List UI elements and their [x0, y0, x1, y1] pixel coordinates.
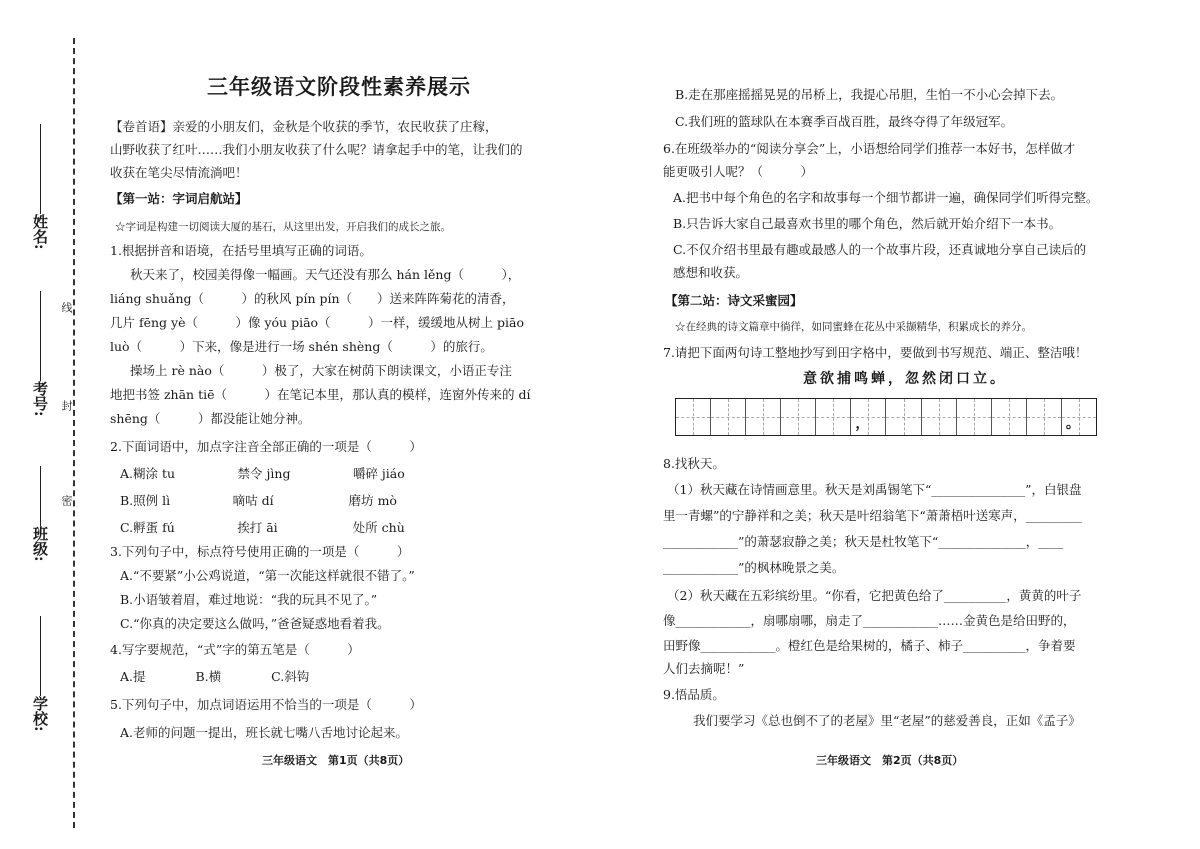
q2-option-c[interactable]: C.孵蛋 fú 挨打 āi 处所 chù [120, 520, 405, 535]
q6-option-c-cont[interactable]: 感想和收获。 [673, 265, 749, 280]
q1-text-line[interactable]: 地把书签 zhān tiē（ ）在笔记本里，那认真的模样，连窗外传来的 dí [110, 387, 531, 402]
class-field[interactable] [30, 460, 51, 562]
grid-cell[interactable] [886, 399, 921, 435]
q6-option-b[interactable]: B.只告诉大家自己最喜欢书里的哪个角色，然后就开始介绍下一本书。 [673, 216, 1062, 231]
binding-dashed-line [73, 38, 75, 828]
q5-option-a[interactable]: A.老师的问题一提出，班长就七嘴八舌地讨论起来。 [120, 725, 409, 740]
preface-line: 收获在笔尖尽情流淌吧！ [110, 165, 248, 180]
grid-cell[interactable] [781, 399, 816, 435]
station-1-intro: ☆字词是构建一切阅读大厦的基石，从这里出发，开启我们的成长之旅。 [115, 221, 451, 233]
preface-line: 山野收获了红叶……我们小朋友收获了什么呢？请拿起手中的笔，让我们的 [110, 142, 523, 157]
binding-mark-seal: 封 [60, 400, 73, 411]
binding-mark-secret: 密 [60, 495, 73, 506]
q4-prompt[interactable]: 4.写字要规范，“式”字的第五笔是（ ） [110, 642, 360, 657]
binding-mark-line: 线 [60, 302, 73, 313]
q2-option-a[interactable]: A.糊涂 tu 禁令 jìng 嚼碎 jiáo [120, 466, 405, 481]
grid-period: 。 [1065, 416, 1080, 432]
q8-part2-line[interactable]: 人们去摘呢！” [663, 661, 745, 676]
q3-option-b[interactable]: B.小语皱着眉，难过地说：“我的玩具不见了。” [120, 592, 378, 607]
exam-number-line [40, 291, 42, 381]
grid-cell[interactable] [711, 399, 746, 435]
q5-option-c[interactable]: C.我们班的篮球队在本赛季百战百胜，最终夺得了年级冠军。 [675, 114, 1014, 129]
station-2-intro: ☆在经典的诗文篇章中徜徉，如同蜜蜂在花丛中采撷精华，积累成长的养分。 [675, 321, 1032, 333]
grid-cell[interactable] [676, 399, 711, 435]
page-title: 三年级语文阶段性素养展示 [207, 75, 471, 99]
q8-part2-line[interactable]: 像____________，扇哪扇哪，扇走了____________……金黄色是给田野的， [663, 613, 1076, 628]
q8-part1-line[interactable]: ____________”的萧瑟寂静之美；秋天是杜牧笔下“______________，____ [663, 534, 1064, 549]
q9-text: 我们要学习《总也倒不了的老屋》里“老屋”的慈爱善良，正如《孟子》 [693, 713, 1081, 728]
exam-number-label: 考号: [31, 381, 49, 417]
class-line [40, 466, 42, 526]
grid-cell[interactable] [957, 399, 992, 435]
grid-cell[interactable] [816, 399, 851, 435]
q6-option-c[interactable]: C.不仅介绍书里最有趣或最感人的一个故事片段，还真诚地分享自己读后的 [673, 242, 1087, 257]
q1-text-line[interactable]: 几片 fēng yè（ ）像 yóu piāo（ ）一样，缓缓地从树上 piāo [110, 315, 524, 330]
q4-options[interactable]: A.提 B.横 C.斜钩 [120, 669, 310, 684]
q6-prompt[interactable]: 6.在班级举办的“阅读分享会”上，小语想给同学们推荐一本好书，怎样做才 [663, 141, 1076, 156]
grid-comma: ， [855, 416, 870, 432]
school-line [40, 616, 42, 696]
q8-part1-line[interactable]: ____________”的枫林晚景之美。 [663, 560, 845, 575]
name-line [40, 124, 42, 214]
q7-writing-grid[interactable] [675, 398, 1097, 436]
q6-option-a[interactable]: A.把书中每个角色的名字和故事每一个细节都讲一遍，确保同学们听得完整。 [673, 190, 1099, 205]
page-1-footer: 三年级语文 第1页（共8页） [262, 754, 410, 767]
grid-cell[interactable] [851, 399, 886, 435]
q1-text-line[interactable]: 操场上 rè nào（ ）极了，大家在树荫下朗读课文，小语正专注 [130, 363, 512, 378]
q2-option-b[interactable]: B.照例 lì 嘀咕 dí 磨坊 mò [120, 493, 397, 508]
preface-line: 【卷首语】亲爱的小朋友们，金秋是个收获的季节，农民收获了庄稼， [110, 119, 498, 134]
grid-cell[interactable] [922, 399, 957, 435]
q8-part2-line[interactable]: 田野像____________。橙红色是给果树的，橘子、柿子__________，争着要 [663, 638, 1076, 653]
q5-option-b[interactable]: B.走在那座摇摇晃晃的吊桥上，我提心吊胆，生怕一不小心会掉下去。 [675, 87, 1064, 102]
q8-part1-line[interactable]: 里一青螺”的宁静祥和之美；秋天是叶绍翁笔下“萧萧梧叶送寒声，_________ [663, 508, 1083, 523]
q1-text-line[interactable]: liáng shuǎng（ ）的秋风 pín pín（ ）送来阵阵菊花的清香， [110, 291, 515, 306]
q2-prompt[interactable]: 2.下面词语中，加点字注音全部正确的一项是（ ） [110, 439, 422, 454]
name-label: 姓名: [31, 214, 49, 250]
q8-part1-line[interactable]: （1）秋天藏在诗情画意里。秋天是刘禹锡笔下“_______________”，白银盘 [667, 482, 1082, 497]
q6-prompt-cont[interactable]: 能更吸引人呢？（ ） [663, 164, 814, 179]
q5-prompt[interactable]: 5.下列句子中，加点词语运用不恰当的一项是（ ） [110, 697, 422, 712]
page-2-footer: 三年级语文 第2页（共8页） [816, 754, 964, 767]
grid-cell[interactable] [746, 399, 781, 435]
q7-prompt: 7.请把下面两句诗工整地抄写到田字格中，要做到书写规范、端正、整洁哦！ [663, 345, 1088, 360]
grid-cell[interactable] [1062, 399, 1096, 435]
grid-cell[interactable] [992, 399, 1027, 435]
q8-part2-line[interactable]: （2）秋天藏在五彩缤纷里。“你看，它把黄色给了__________，黄黄的叶子 [667, 588, 1082, 603]
station-2-heading: 【第二站：诗文采蜜园】 [665, 293, 803, 308]
school-field[interactable] [30, 610, 51, 732]
q1-text-line[interactable]: 秋天来了，校园美得像一幅画。天气还没有那么 hán lěng（ ）， [130, 267, 521, 282]
school-label: 学校: [31, 696, 49, 732]
class-label: 班级: [31, 526, 49, 562]
q3-option-a[interactable]: A.“不要紧”小公鸡说道，“第一次能这样就很不错了。” [120, 568, 415, 583]
q7-poem: 意欲捕鸣蝉，忽然闭口立。 [803, 371, 1007, 387]
name-field[interactable] [30, 118, 51, 250]
q8-title: 8.找秋天。 [663, 456, 725, 471]
q1-text-line[interactable]: shēng（ ）都没能让她分神。 [110, 411, 311, 426]
q9-title: 9.悟品质。 [663, 687, 725, 702]
grid-cell[interactable] [1027, 399, 1062, 435]
station-1-heading: 【第一站：字词启航站】 [110, 191, 248, 206]
q3-option-c[interactable]: C.“你真的决定要这么做吗，”爸爸疑惑地看着我。 [120, 616, 390, 631]
q3-prompt[interactable]: 3.下列句子中，标点符号使用正确的一项是（ ） [110, 544, 410, 559]
exam-number-field[interactable] [30, 285, 51, 417]
q1-prompt: 1.根据拼音和语境，在括号里填写正确的词语。 [110, 243, 372, 258]
q1-text-line[interactable]: luò（ ）下来，像是进行一场 shén shèng（ ）的旅行。 [110, 339, 493, 354]
